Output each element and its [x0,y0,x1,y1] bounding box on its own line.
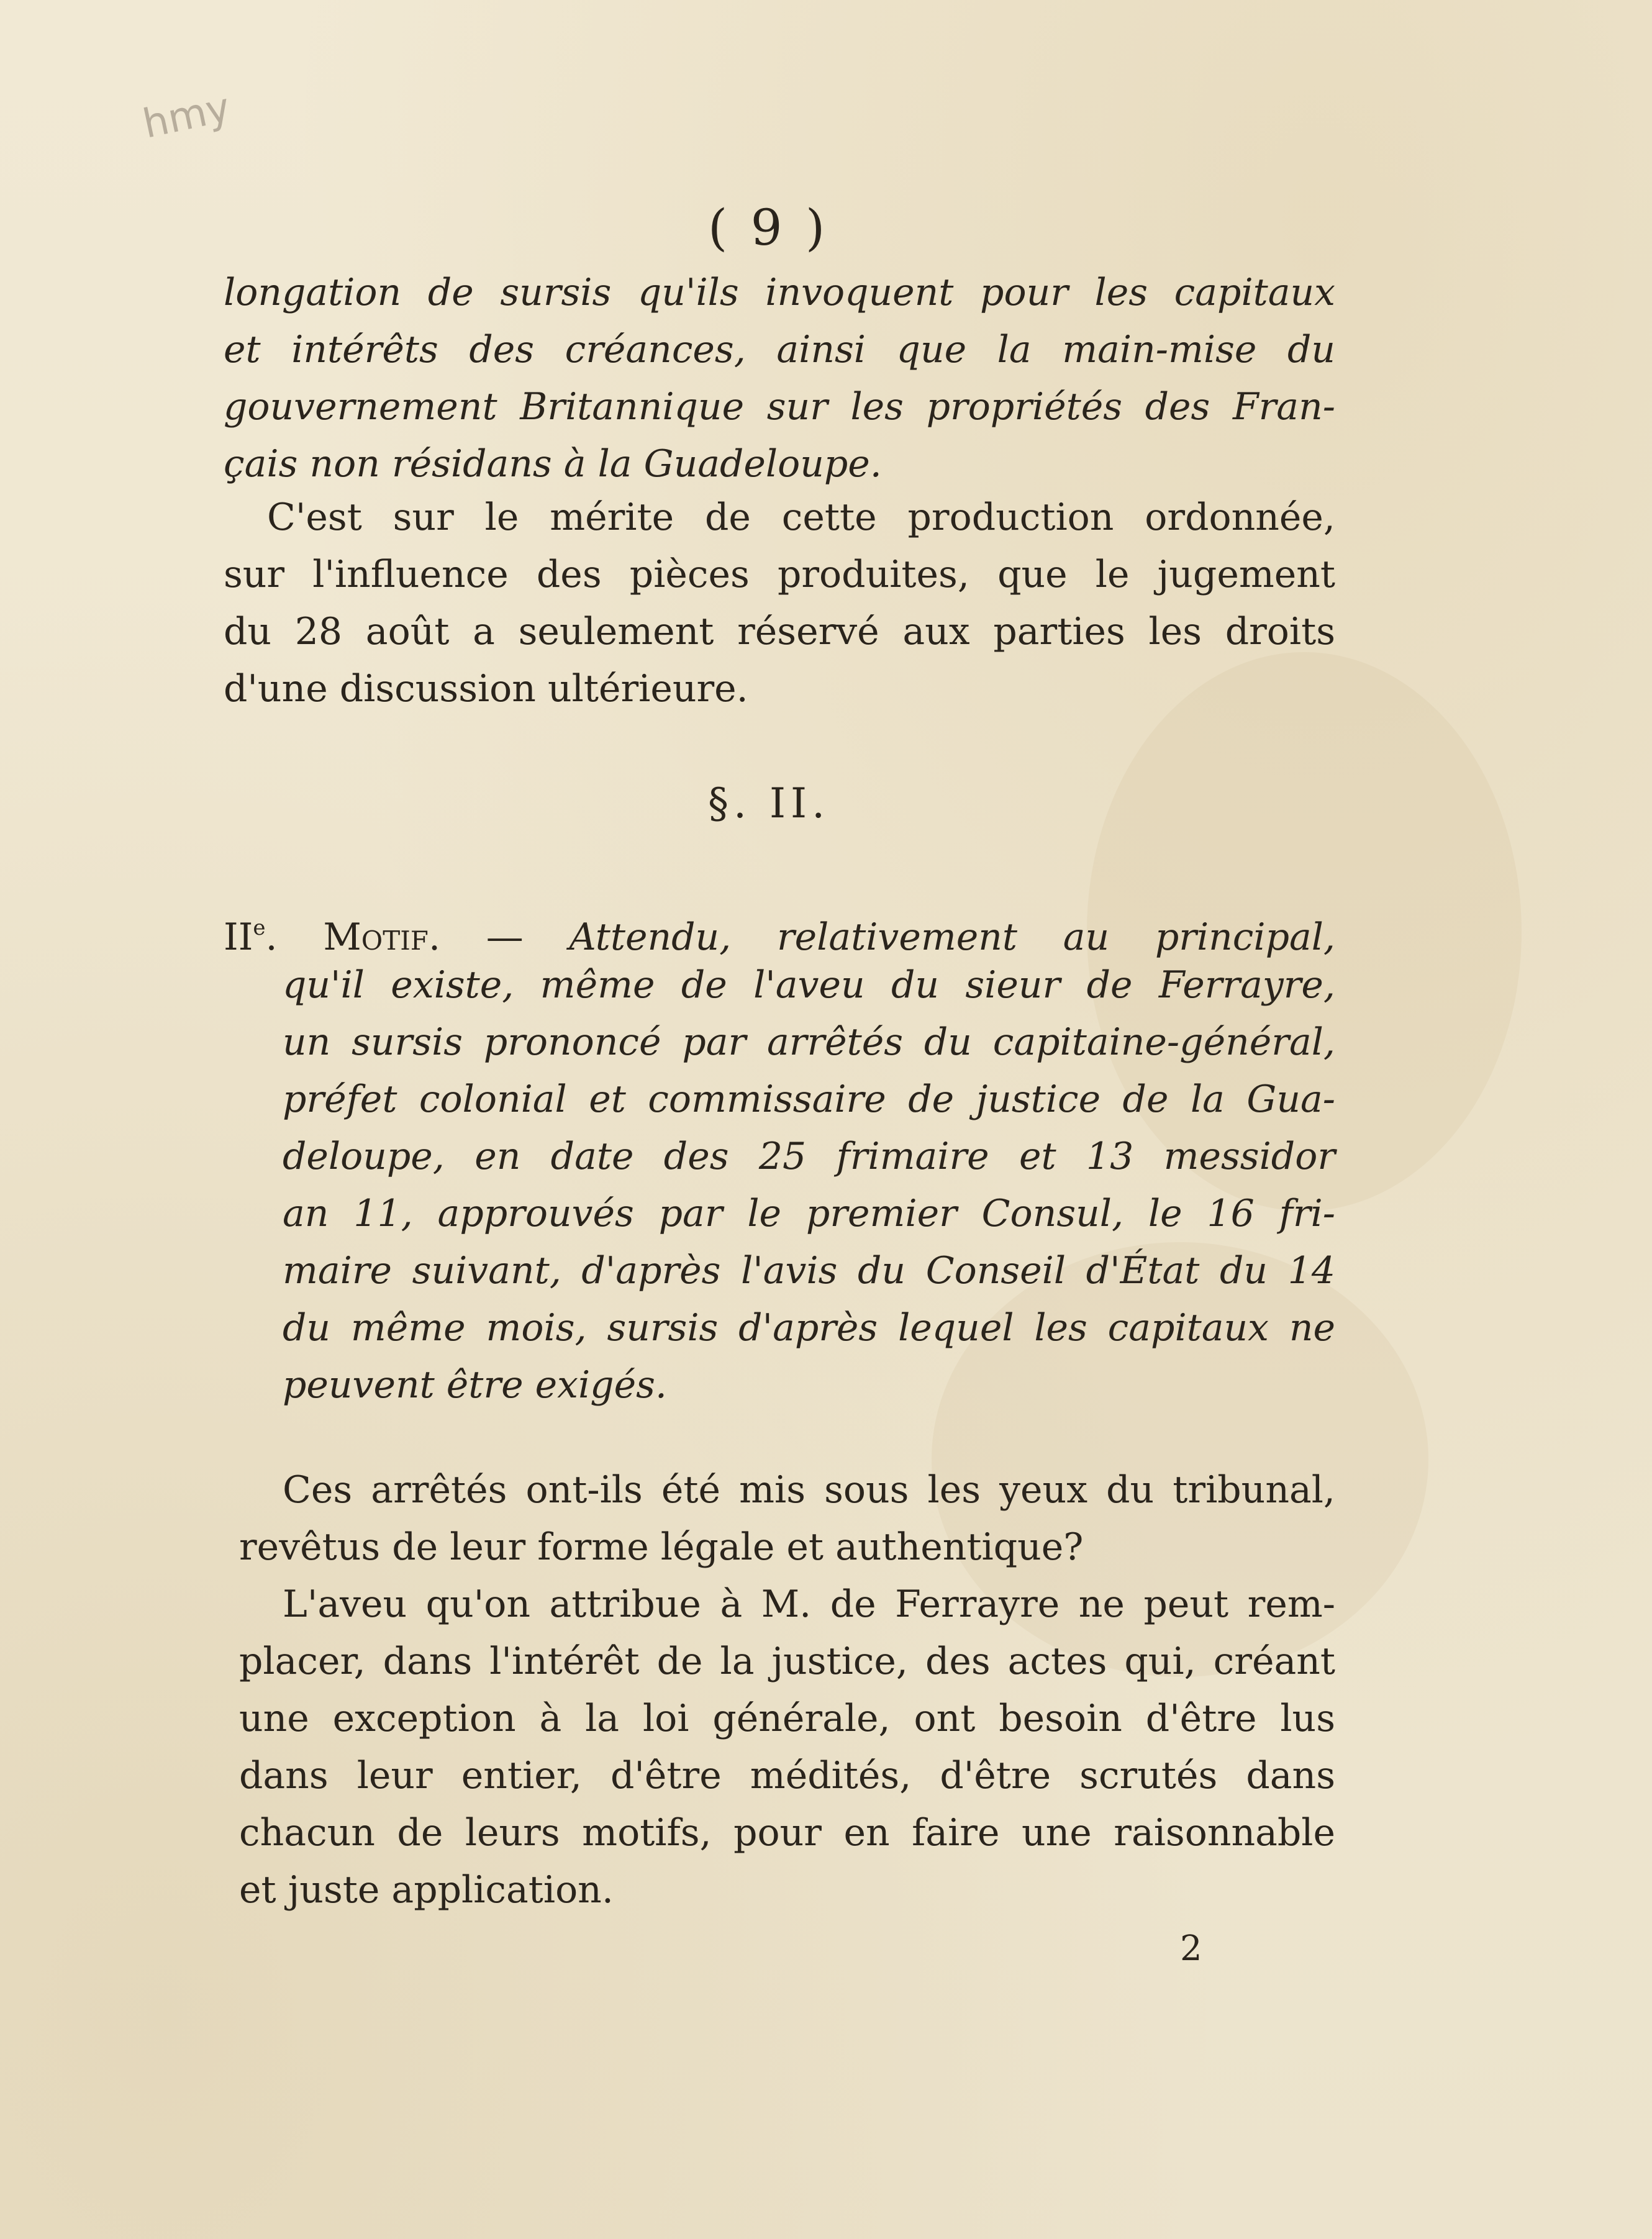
paragraph-aveu [239,1576,1335,1919]
pencil-annotation: hmy [138,84,234,148]
section-heading: §. II. [708,779,830,827]
motif-first-line: Attendu, relativement au principal, [569,915,1336,959]
text-line: qu'il existe, même de l'aveu du sieur de Ferrayre, [283,963,1335,1007]
text-line: çais non résidans à la Guadeloupe. [224,442,882,486]
text-line: du même mois, sursis d'après lequel les capitaux ne [283,1306,1335,1350]
text-line: et intérêts des créances, ainsi que la main-mise du [224,328,1335,371]
text-line: Ces arrêtés ont-ils été mis sous les yeux du tribunal, [283,1468,1335,1512]
page-number: ( 9 ) [708,199,829,257]
text-line: revêtus de leur forme légale et authentique? [239,1525,1084,1569]
text-line: du 28 août a seulement réservé aux parties les droits [224,610,1335,653]
text-line: d'une discussion ultérieure. [224,667,748,711]
motif-ordinal: e [253,915,266,940]
text-line: peuvent être exigés. [283,1363,667,1407]
text-line: dans leur entier, d'être médités, d'être scrutés dans [239,1754,1335,1797]
text-line: sur l'influence des pièces produites, que le jugement [224,553,1335,596]
text-line: placer, dans l'intérêt de la justice, des actes qui, créant [239,1640,1335,1683]
text-line: chacun de leurs motifs, pour en faire une raisonnable [239,1811,1335,1855]
text-line: deloupe, en date des 25 frimaire et 13 messidor [283,1135,1335,1178]
motif-text [283,956,1335,1414]
motif-number: II [224,915,253,959]
paragraph-production [224,489,1335,717]
text-line: L'aveu qu'on attribue à M. de Ferrayre ne peut rem- [283,1583,1335,1626]
text-line: gouvernement Britannique sur les propriétés des Fran- [224,385,1335,429]
paragraph-question [239,1461,1335,1576]
text-line: une exception à la loi générale, ont besoin d'être lus [239,1697,1335,1740]
paragraph-continuation [224,264,1335,493]
signature-mark: 2 [1180,1928,1202,1969]
text-line: C'est sur le mérite de cette production ordonnée, [267,496,1335,539]
text-line: longation de sursis qu'ils invoquent pour les capitaux [224,271,1335,314]
text-line: et juste application. [239,1868,614,1912]
text-line: préfet colonial et commissaire de justice de la Gua- [283,1078,1335,1121]
text-line: an 11, approuvés par le premier Consul, le 16 fri- [283,1192,1335,1235]
text-line: un sursis prononcé par arrêtés du capitaine-général, [283,1020,1335,1064]
text-line: maire suivant, d'après l'avis du Conseil d'État du 14 [283,1249,1335,1292]
motif-label: . Motif. — [265,915,524,959]
motif-heading-line [224,899,1335,966]
